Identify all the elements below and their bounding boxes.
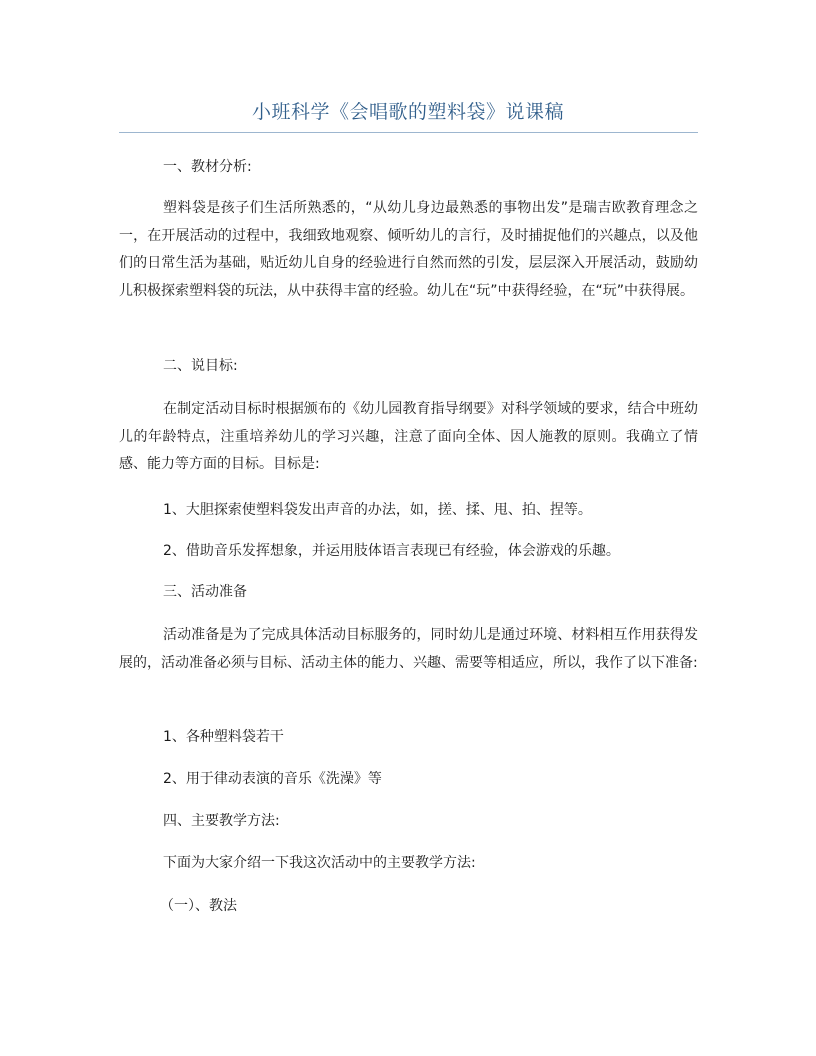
paragraph-preparation: 活动准备是为了完成具体活动目标服务的，同时幼儿是通过环境、材料相互作用获得发展的，活动准备必须与目标、活动主体的能力、兴趣、需要等相适应，所以，我作了以下准备: <box>119 627 698 671</box>
paragraph-textbook-analysis: 塑料袋是孩子们生活所熟悉的，“从幼儿身边最熟悉的事物出发”是瑞吉欧教育理念之一，在开展活动的过程中，我细致地观察、倾听幼儿的言行，及时捕捉他们的兴趣点，以及他们的日常生活为基础，贴近幼儿自身的经验进行自然而然的引发，层层深入开展活动，鼓励幼儿积极探索塑料袋的玩法，从中获得丰富的经验。幼儿在“玩”中获得经验，在“玩”中获得展。 <box>119 200 698 299</box>
document-title: 小班科学《会唱歌的塑料袋》说课稿 <box>251 101 564 123</box>
goal-item-1: 1、大胆探索使塑料袋发出声音的办法，如，搓、揉、甩、拍、捏等。 <box>163 502 592 518</box>
section-heading-preparation: 三、活动准备 <box>163 584 247 600</box>
section-heading-textbook-analysis: 一、教材分析: <box>163 159 252 175</box>
title-underline <box>119 132 698 133</box>
goal-item-2: 2、借助音乐发挥想象，并运用肢体语言表现已有经验，体会游戏的乐趣。 <box>163 543 620 559</box>
section-heading-methods: 四、主要教学方法: <box>163 813 280 829</box>
preparation-item-1: 1、各种塑料袋若干 <box>163 729 284 745</box>
paragraph-goals: 在制定活动目标时根据颁布的《幼儿园教育指导纲要》对科学领域的要求，结合中班幼儿的年龄特点，注重培养幼儿的学习兴趣，注意了面向全体、因人施教的原则。我确立了情感、能力等方面的目标。目标是: <box>119 401 698 472</box>
methods-intro: 下面为大家介绍一下我这次活动中的主要教学方法: <box>163 855 476 871</box>
methods-subheading-teaching: （一）、教法 <box>160 898 237 914</box>
preparation-item-2: 2、用于律动表演的音乐《洗澡》等 <box>163 771 382 787</box>
section-heading-goals: 二、说目标: <box>163 358 238 374</box>
